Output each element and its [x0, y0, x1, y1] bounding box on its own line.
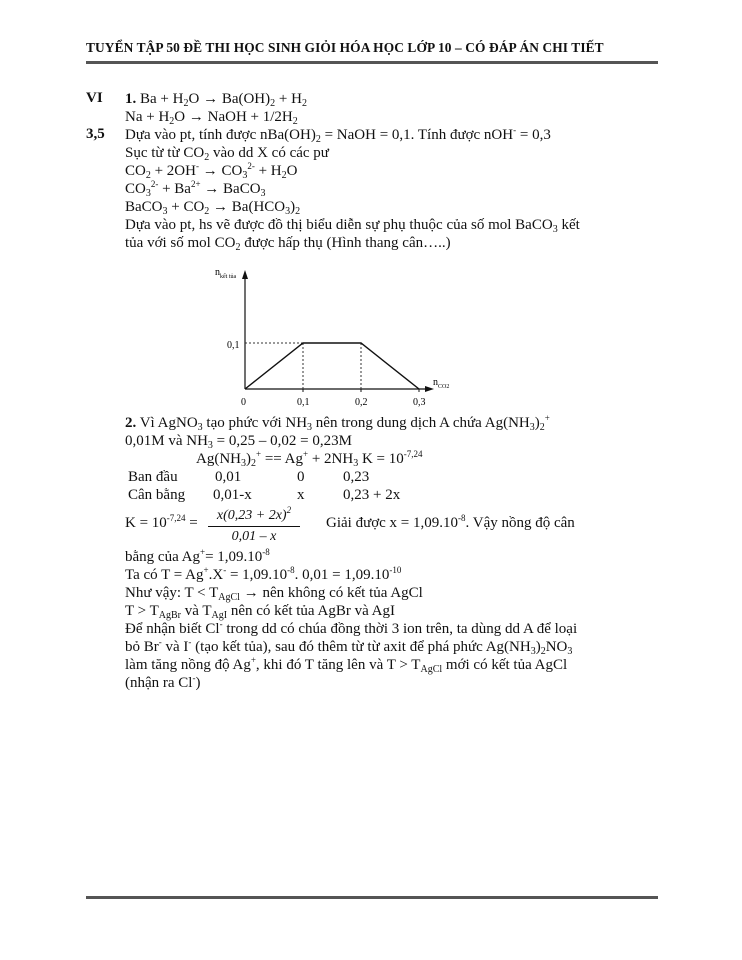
footer-rule — [86, 896, 658, 899]
page-header: TUYỂN TẬP 50 ĐỀ THI HỌC SINH GIỎI HÓA HỌC LỚP 10 – CÓ ĐÁP ÁN CHI TIẾT — [86, 40, 604, 55]
arrow-icon: → — [243, 585, 259, 601]
section-score: 3,5 — [86, 126, 105, 142]
equilibrium-eq: $Ag(NH_3)_2^+ == Ag^+ + 2NH_3$ $K = 10^{-7,24}$ — [196, 449, 423, 469]
agbr-agi-comparison: $T > T_{AgBr}$ và $T_{AgI}$ nên có kết tủa AgBr và AgI — [125, 603, 395, 621]
x-tick-label: 0,1 — [297, 397, 310, 408]
row-initial-v2: 0 — [297, 469, 305, 485]
identify-line-2: bỏ Br- và I- (tạo kết tủa), sau đó thêm từ từ axit để phá phức $Ag(NH_3)_2NO_3$ — [125, 637, 573, 657]
identify-line-1: Để nhận biết Cl- trong dd có chúa đồng thời 3 ion trên, ta dùng dd A để loại — [125, 619, 578, 637]
graph-axes — [242, 270, 434, 392]
identify-line-4: (nhận ra Cl-) — [125, 673, 201, 691]
y-arrow-icon — [242, 270, 248, 279]
section-number: VI — [86, 90, 103, 106]
arrow-icon: → — [204, 181, 220, 197]
k-expression: $K = 10^{-7,24}$ = — [125, 513, 198, 531]
row-initial-label: Ban đầu — [128, 469, 178, 485]
x-tick-label: 0,3 — [413, 397, 426, 408]
reaction-3: BaCO$_3$ + $CO_2 \to Ba(HCO_3)_2$ — [125, 199, 301, 217]
graph-description-2: tủa với số mol $CO_2$ được hấp thụ (Hình thang cân…..) — [125, 235, 451, 253]
precipitate-graph — [205, 258, 465, 410]
header-rule — [86, 61, 658, 64]
x-axis-label: $n_{CO2}$ — [433, 377, 450, 390]
agcl-comparison: Như vậy: $T < T_{AgCl}$ → nên không có kết tủa AgCl — [125, 585, 423, 603]
origin-label: 0 — [241, 397, 246, 408]
row-equilibrium-v3: 0,23 + 2x — [343, 487, 401, 503]
x-tick-label: 0,2 — [355, 397, 368, 408]
eq-na-water: $Na + H_2O$ → NaOH + $1/2H_2$ — [125, 109, 298, 127]
calc-line: Dựa vào pt, tính được $nBa(OH)_2$ = NaOH = 0,1. Tính được nOH- = 0,3 — [125, 125, 551, 145]
identify-line-3: làm tăng nồng độ Ag+, khi đó T tăng lên và $T > T_{AgCl}$ mới có kết tủa AgCl — [125, 655, 568, 675]
y-axis-label: $n_{kết tủa}$ — [215, 267, 237, 280]
row-equilibrium-label: Cân bằng — [128, 487, 186, 503]
part2-intro: 2. Vì AgNO$_3$ tạo phức với $NH_3$ nên trong dung dịch A chứa $Ag(NH_3)_2^+$ — [125, 413, 550, 433]
t-product: Ta có $T = Ag^+.X^- = 1,09.10^{-8}$. $0,01 = 1,09.10^{-10}$ — [125, 565, 402, 583]
row-equilibrium-v1: 0,01-x — [213, 487, 252, 503]
part2-conc: 0,01M và $NH_3 = 0,25 - 0,02 = 0,23M$ — [125, 433, 352, 451]
series-line — [245, 343, 419, 389]
arrow-icon: → — [213, 199, 229, 215]
k-fraction: $\frac{x(0,23 + 2x)^2}{0,01 - x}$ — [208, 508, 300, 545]
reaction-1: $CO_2 + 2OH^- \to CO_3^{2-} + H_2O$ — [125, 161, 298, 181]
solve-line: Giải được $x = 1,09.10^{-8}$. Vậy nồng độ cân — [326, 513, 575, 531]
arrow-icon: → — [203, 91, 219, 107]
row-initial-v3: 0,23 — [343, 469, 370, 485]
arrow-icon: → — [188, 109, 204, 125]
graph-description-1: Dựa vào pt, hs vẽ được đồ thị biểu diễn sự phụ thuộc của số mol BaCO$_3$ kết — [125, 217, 580, 235]
reaction-2: $CO_3^{2-} + Ba^{2+}$ → BaCO$_3$ — [125, 179, 266, 199]
row-initial-v1: 0,01 — [215, 469, 242, 485]
co2-line: Sục từ từ $CO_2$ vào dd X có các pư — [125, 145, 329, 163]
y-tick-label: 0,1 — [227, 340, 240, 351]
ag-concentration: bằng của $Ag^+= 1,09.10^{-8}$ — [125, 547, 270, 565]
row-equilibrium-v2: x — [297, 487, 305, 503]
eq-ba-water: 1. $Ba + H_2O \to Ba(OH)_2 + H_2$ — [125, 91, 307, 109]
arrow-icon: → — [202, 163, 218, 179]
